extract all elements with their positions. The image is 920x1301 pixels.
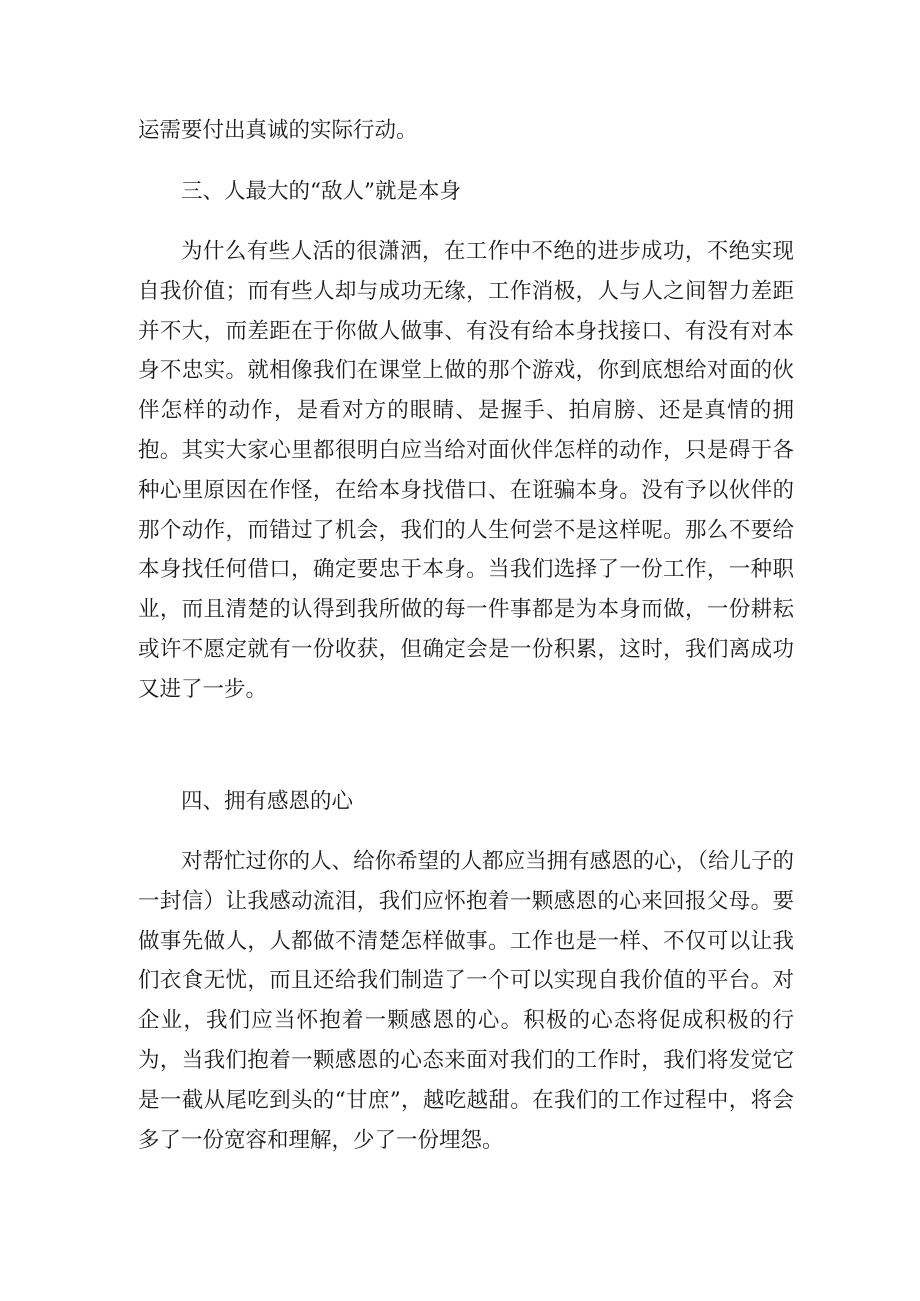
continuation-line: 运需要付出真诚的实际行动。 — [138, 118, 418, 143]
section-paragraph-4: 对帮忙过你的人、给你希望的人都应当拥有感恩的心，（给儿子的一封信）让我感动流泪，我们应怀抱着一颗感恩的心来回报父母。要做事先做人，人都做不清楚怎样做事。工作也是一样、不仅可以让我们衣食无忧，而且还给我们制造了一个可以实现自我价值的平台。对企业，我们应当怀抱着一颗感恩的心。积极的心态将促成积极的行为，当我们抱着一颗感恩的心态来面对我们的工作时，我们将发觉它是一截从尾吃到头的“甘庶”，越吃越甜。在我们的工作过程中，将会多了一份宽容和理解，少了一份埋怨。 — [138, 849, 794, 1153]
section-heading-3: 三、人最大的“敌人”就是本身 — [181, 179, 461, 204]
section-paragraph-3: 为什么有些人活的很潇洒，在工作中不绝的进步成功，不绝实现自我价值；而有些人却与成功无缘，工作消极，人与人之间智力差距并不大，而差距在于你做人做事、有没有给本身找接口、有没有对本身不忠实。就相像我们在课堂上做的那个游戏，你到底想给对面的伙伴怎样的动作，是看对方的眼睛、是握手、拍肩膀、还是真情的拥抱。其实大家心里都很明白应当给对面伙伴怎样的动作，只是碍于各种心里原因在作怪，在给本身找借口、在诳骗本身。没有予以伙伴的那个动作，而错过了机会，我们的人生何尝不是这样呢。那么不要给本身找任何借口，确定要忠于本身。当我们选择了一份工作，一种职业，而且清楚的认得到我所做的每一件事都是为本身而做，一份耕耘或许不愿定就有一份收获，但确定会是一份积累，这时，我们离成功又进了一步。 — [138, 239, 794, 702]
section-heading-4: 四、拥有感恩的心 — [181, 789, 354, 814]
